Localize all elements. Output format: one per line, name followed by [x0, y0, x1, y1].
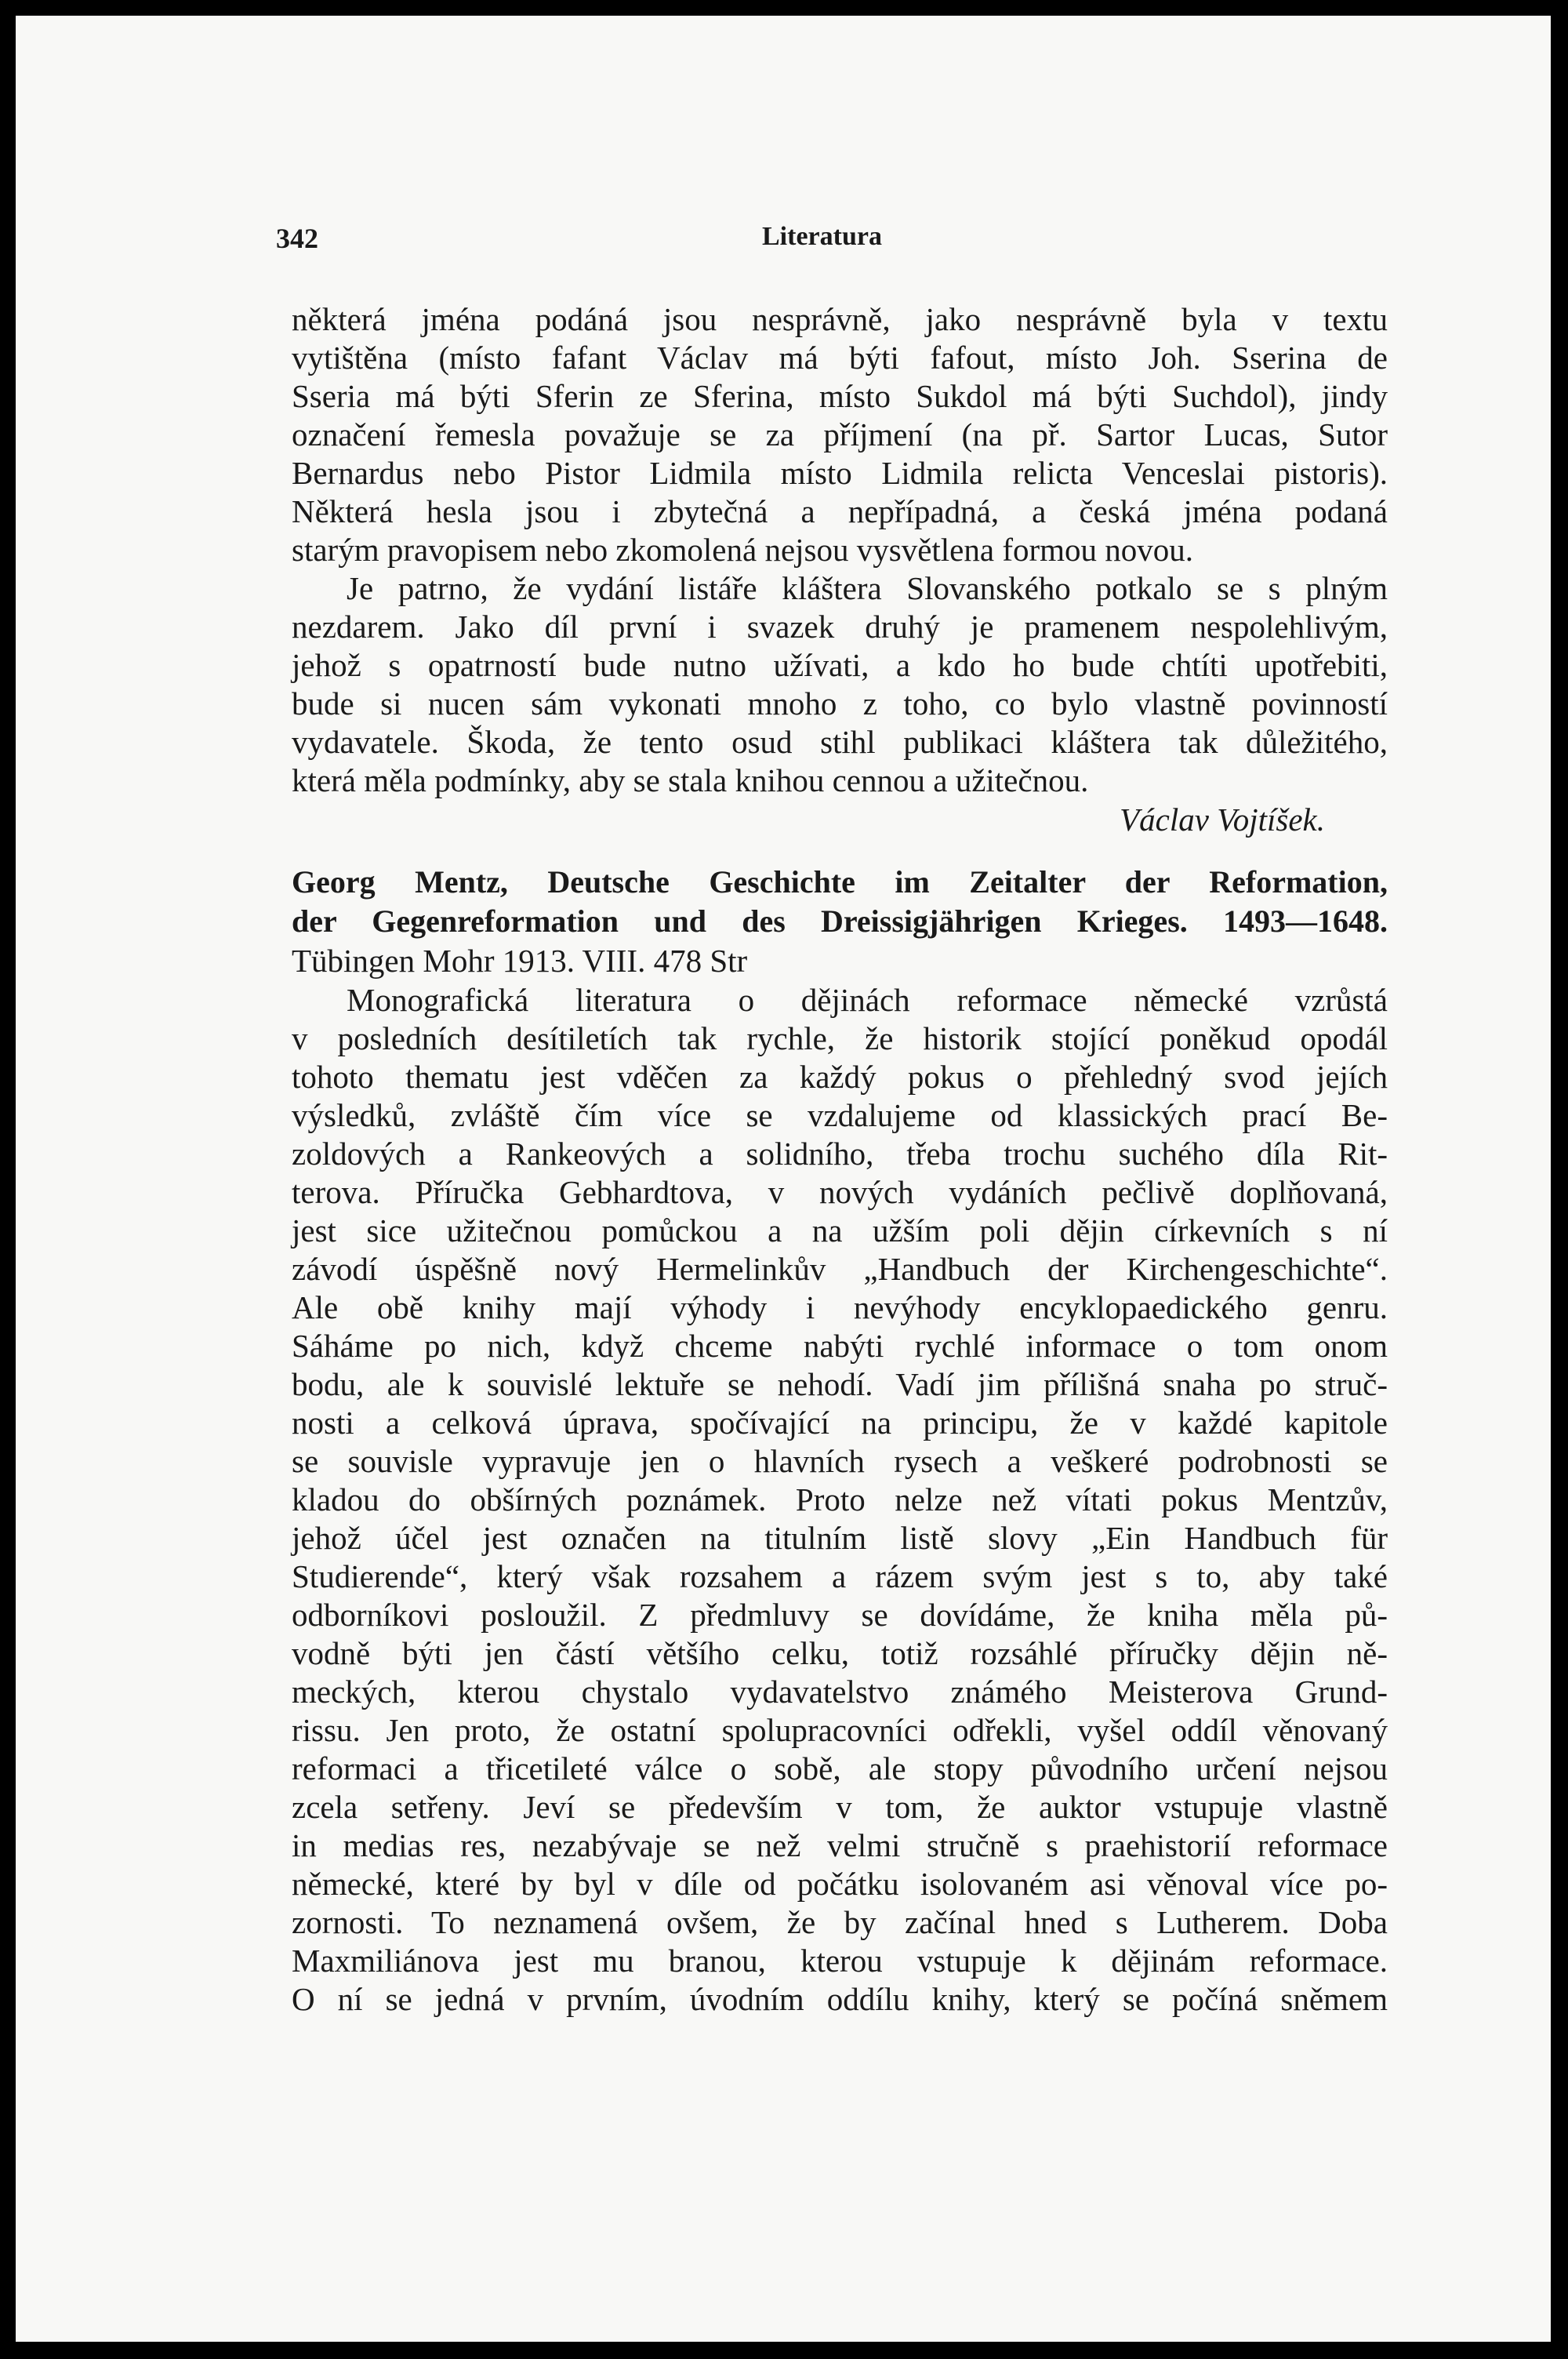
text-line: nosti a celková úprava, spočívající na principu, že v každé kapitole — [292, 1405, 1388, 1441]
text-line: vodně býti jen částí většího celku, totiž rozsáhlé příručky dějin ně- — [292, 1635, 1388, 1671]
text-line: in medias res, nezabývaje se než velmi stručně s praehistorií reformace — [292, 1827, 1388, 1863]
text-line: jehož účel jest označen na titulním listě slovy „Ein Handbuch für — [292, 1520, 1388, 1556]
page-header — [276, 222, 1388, 261]
text-line: závodí úspěšně nový Hermelinkův „Handbuch der Kirchengeschichte“. — [292, 1251, 1388, 1287]
text-line: vytištěna (místo fafant Václav má býti fafout, místo Joh. Sserina de — [292, 340, 1388, 376]
text-line: nezdarem. Jako díl první i svazek druhý je pramenem nespolehlivým, — [292, 609, 1388, 645]
text-line: Bernardus nebo Pistor Lidmila místo Lidmila relicta Venceslai pistoris). — [292, 455, 1388, 491]
text-line: terova. Příručka Gebhardtova, v nových vydáních pečlivě doplňovaná, — [292, 1174, 1388, 1210]
text-line: vydavatele. Škoda, že tento osud stihl publikaci kláštera tak důležitého, — [292, 724, 1388, 760]
reviewer-signature: Václav Vojtíšek. — [1120, 801, 1325, 838]
text-line: Některá hesla jsou i zbytečná a nepřípadná, a česká jména podaná — [292, 493, 1388, 529]
text-line: německé, které by byl v díle od počátku isolovaném asi věnoval více po- — [292, 1866, 1388, 1902]
text-line: Sáháme po nich, když chceme nabýti rychlé informace o tom onom — [292, 1328, 1388, 1364]
publication-info: Tübingen Mohr 1913. VIII. 478 Str — [292, 943, 748, 979]
text-line: Maxmiliánova jest mu branou, kterou vstupuje k dějinám reformace. — [292, 1943, 1388, 1979]
scan-edge-shadow — [1551, 0, 1568, 2359]
text-line: zcela setřeny. Jeví se především v tom, že auktor vstupuje vlastně — [292, 1789, 1388, 1825]
review-continuation — [292, 300, 1388, 839]
text-line: některá jména podáná jsou nesprávně, jako nesprávně byla v textu — [292, 301, 1388, 337]
text-line: tohoto thematu jest vděčen za každý pokus o přehledný svod jejích — [292, 1059, 1388, 1095]
text-line: zornosti. To neznamená ovšem, že by začínal hned s Lutherem. Doba — [292, 1904, 1388, 1940]
text-line: rissu. Jen proto, že ostatní spolupracovníci odřekli, vyšel oddíl věnovaný — [292, 1712, 1388, 1748]
text-line: jest sice užitečnou pomůckou a na užším poli dějin církevních s ní — [292, 1212, 1388, 1249]
text-line: reformaci a třicetileté válce o sobě, ale stopy původního určení nejsou — [292, 1750, 1388, 1787]
text-line: jehož s opatrností bude nutno užívati, a kdo ho bude chtíti upotřebiti, — [292, 647, 1388, 683]
running-title: Literatura — [762, 222, 882, 251]
text-line: Ale obě knihy mají výhody i nevýhody encyklopaedického genru. — [292, 1289, 1388, 1325]
text-line: Je patrno, že vydání listáře kláštera Slovanského potkalo se s plným — [347, 570, 1388, 606]
book-title-line: Georg Mentz, Deutsche Geschichte im Zeitalter der Reformation, — [292, 864, 1388, 900]
text-line: odborníkovi posloužil. Z předmluvy se dovídáme, že kniha měla pů- — [292, 1597, 1388, 1633]
text-line: Monografická literatura o dějinách reformace německé vzrůstá — [347, 982, 1388, 1018]
review-heading — [292, 863, 1388, 980]
text-line: kladou do obšírných poznámek. Proto nelze než vítati pokus Mentzův, — [292, 1481, 1388, 1518]
text-line: bodu, ale k souvislé lektuře se nehodí. Vadí jim přílišná snaha po struč- — [292, 1366, 1388, 1402]
text-line: v posledních desítiletích tak rychle, že historik stojící poněkud opodál — [292, 1020, 1388, 1056]
text-line: označení řemesla považuje se za příjmení (na př. Sartor Lucas, Sutor — [292, 416, 1388, 453]
text-line: bude si nucen sám vykonati mnoho z toho, co bylo vlastně povinností — [292, 685, 1388, 722]
text-line: se souvisle vypravuje jen o hlavních rysech a veškeré podrobnosti se — [292, 1443, 1388, 1479]
review-body — [292, 981, 1388, 2019]
text-line: Sseria má býti Sferin ze Sferina, místo Sukdol má býti Suchdol), jindy — [292, 378, 1388, 414]
text-line: zoldových a Rankeových a solidního, třeba trochu suchého díla Rit- — [292, 1136, 1388, 1172]
text-line: výsledků, zvláště čím více se vzdalujeme od klassických prací Be- — [292, 1097, 1388, 1133]
text-line: O ní se jedná v prvním, úvodním oddílu knihy, který se počíná sněmem — [292, 1981, 1388, 2017]
text-line: starým pravopisem nebo zkomolená nejsou vysvětlena formou novou. — [292, 532, 1194, 568]
page-number: 342 — [276, 223, 318, 254]
text-line: která měla podmínky, aby se stala knihou cennou a užitečnou. — [292, 762, 1089, 798]
text-line: Studierende“, který však rozsahem a rázem svým jest s to, aby také — [292, 1558, 1388, 1594]
book-title-line: der Gegenreformation und des Dreissigjährigen Krieges. 1493—1648. — [292, 903, 1388, 939]
text-line: meckých, kterou chystalo vydavatelstvo známého Meisterova Grund- — [292, 1674, 1388, 1710]
